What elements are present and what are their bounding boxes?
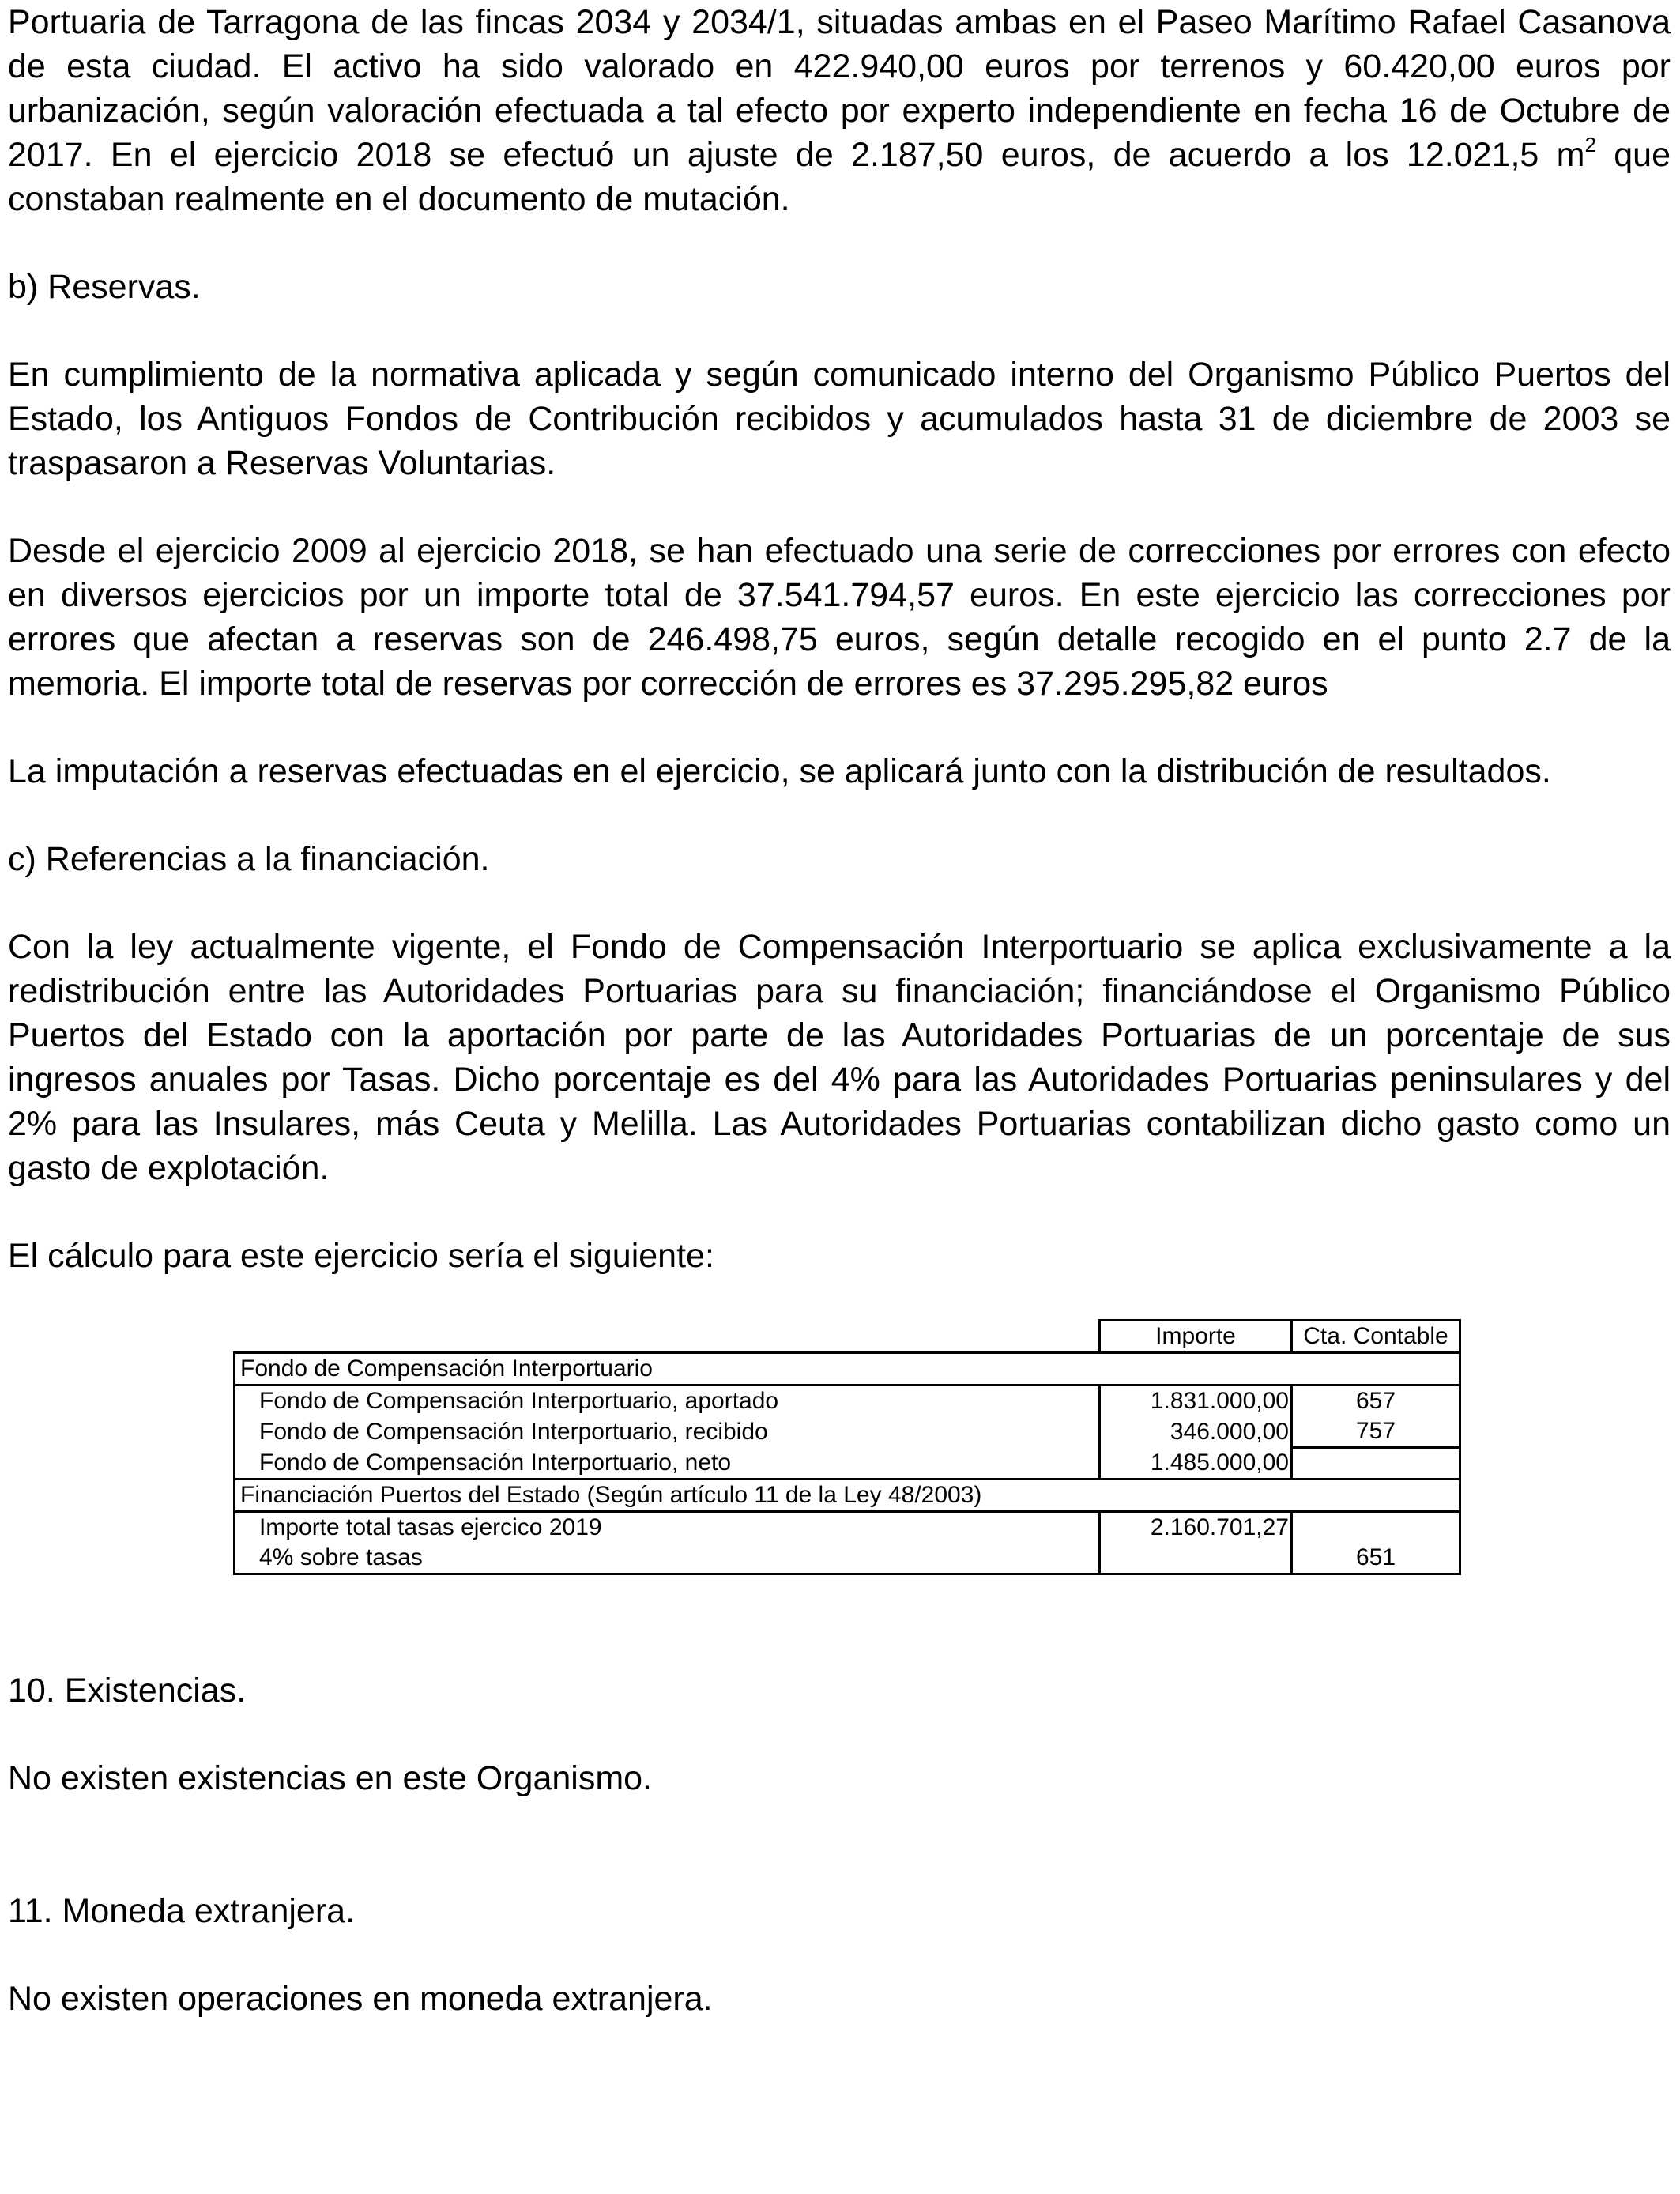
row-importe: 1.831.000,00 bbox=[1100, 1385, 1292, 1417]
table-row bbox=[235, 1543, 1460, 1574]
intro-text: Portuaria de Tarragona de las fincas 2034 y 2034/1, situadas ambas en el Paseo Marítimo Rafael Casanova de esta ciudad. El activo ha sido valorado en 422.940,00 euros por terrenos y 60.420,00 euros por urbanización, según valoración efectuada a tal efecto por experto independiente en fecha 16 de Octubre de 2017. En el ejercicio 2018 se efectuó un ajuste de 2.187,50 euros, de acuerdo a los 12.021,5 m bbox=[8, 3, 1671, 174]
row-cta: 657 bbox=[1292, 1385, 1460, 1417]
table-group-row bbox=[235, 1479, 1460, 1511]
row-importe bbox=[1100, 1543, 1292, 1574]
row-importe: 2.160.701,27 bbox=[1100, 1511, 1292, 1543]
row-label: 4% sobre tasas bbox=[235, 1543, 1100, 1574]
document-page bbox=[8, 0, 1671, 2021]
group-label: Fondo de Compensación Interportuario bbox=[235, 1353, 1100, 1385]
financiacion-paragraph: Con la ley actualmente vigente, el Fondo de Compensación Interportuario se aplica exclusivamente a la redistribución entre las Autoridades Portuarias para su financiación; financiándose el Organismo Público Puertos del Estado con la aportación por parte de las Autoridades Portuarias de un porcentaje de sus ingresos anuales por Tasas. Dicho porcentaje es del 4% para las Autoridades Portuarias peninsulares y del 2% para las Insulares, más Ceuta y Melilla. Las Autoridades Portuarias contabilizan dicho gasto como un gasto de explotación. bbox=[8, 928, 1671, 1187]
moneda-paragraph: No existen operaciones en moneda extranjera. bbox=[8, 1979, 713, 2018]
header-cta-contable: Cta. Contable bbox=[1292, 1321, 1460, 1353]
table-row bbox=[235, 1385, 1460, 1417]
intro-paragraph bbox=[8, 0, 1671, 221]
moneda-heading: 11. Moneda extranjera. bbox=[8, 1891, 356, 1930]
row-cta: 651 bbox=[1292, 1543, 1460, 1574]
row-label: Fondo de Compensación Interportuario, neto bbox=[235, 1448, 1100, 1480]
row-label: Fondo de Compensación Interportuario, aportado bbox=[235, 1385, 1100, 1417]
table-row bbox=[235, 1416, 1460, 1448]
reservas-paragraph-1: En cumplimiento de la normativa aplicada y según comunicado interno del Organismo Público Puertos del Estado, los Antiguos Fondos de Contribución recibidos y acumulados hasta 31 de diciembre de 2003 se traspasaron a Reservas Voluntarias. bbox=[8, 356, 1671, 482]
table-row bbox=[235, 1511, 1460, 1543]
row-importe: 1.485.000,00 bbox=[1100, 1448, 1292, 1480]
existencias-heading: 10. Existencias. bbox=[8, 1671, 247, 1710]
reservas-heading: b) Reservas. bbox=[8, 268, 201, 306]
intro-text-end: que constaban realmente en el documento de mutación. bbox=[8, 136, 1671, 218]
calculo-intro: El cálculo para este ejercicio sería el siguiente: bbox=[8, 1237, 714, 1275]
row-cta bbox=[1292, 1448, 1460, 1480]
fondo-compensacion-table bbox=[233, 1319, 1461, 1575]
header-importe: Importe bbox=[1100, 1321, 1292, 1353]
row-cta: 757 bbox=[1292, 1416, 1460, 1448]
reservas-paragraph-3: La imputación a reservas efectuadas en el ejercicio, se aplicará junto con la distribución de resultados. bbox=[8, 752, 1551, 790]
table-group-row bbox=[235, 1353, 1460, 1385]
financiacion-heading: c) Referencias a la financiación. bbox=[8, 840, 490, 878]
group-label: Financiación Puertos del Estado (Según artículo 11 de la Ley 48/2003) bbox=[235, 1479, 1100, 1511]
row-cta bbox=[1292, 1511, 1460, 1543]
row-label: Fondo de Compensación Interportuario, recibido bbox=[235, 1416, 1100, 1448]
row-importe: 346.000,00 bbox=[1100, 1416, 1292, 1448]
row-label: Importe total tasas ejercico 2019 bbox=[235, 1511, 1100, 1543]
table-row bbox=[235, 1448, 1460, 1480]
existencias-paragraph: No existen existencias en este Organismo. bbox=[8, 1759, 653, 1797]
superscript-2: 2 bbox=[1584, 133, 1596, 156]
reservas-paragraph-2: Desde el ejercicio 2009 al ejercicio 2018, se han efectuado una serie de correcciones por errores con efecto en diversos ejercicios por un importe total de 37.541.794,57 euros. En este ejercicio las correcciones por errores que afectan a reservas son de 246.498,75 euros, según detalle recogido en el punto 2.7 de la memoria. El importe total de reservas por corrección de errores es 37.295.295,82 euros bbox=[8, 532, 1671, 703]
table-header-row bbox=[235, 1321, 1460, 1353]
